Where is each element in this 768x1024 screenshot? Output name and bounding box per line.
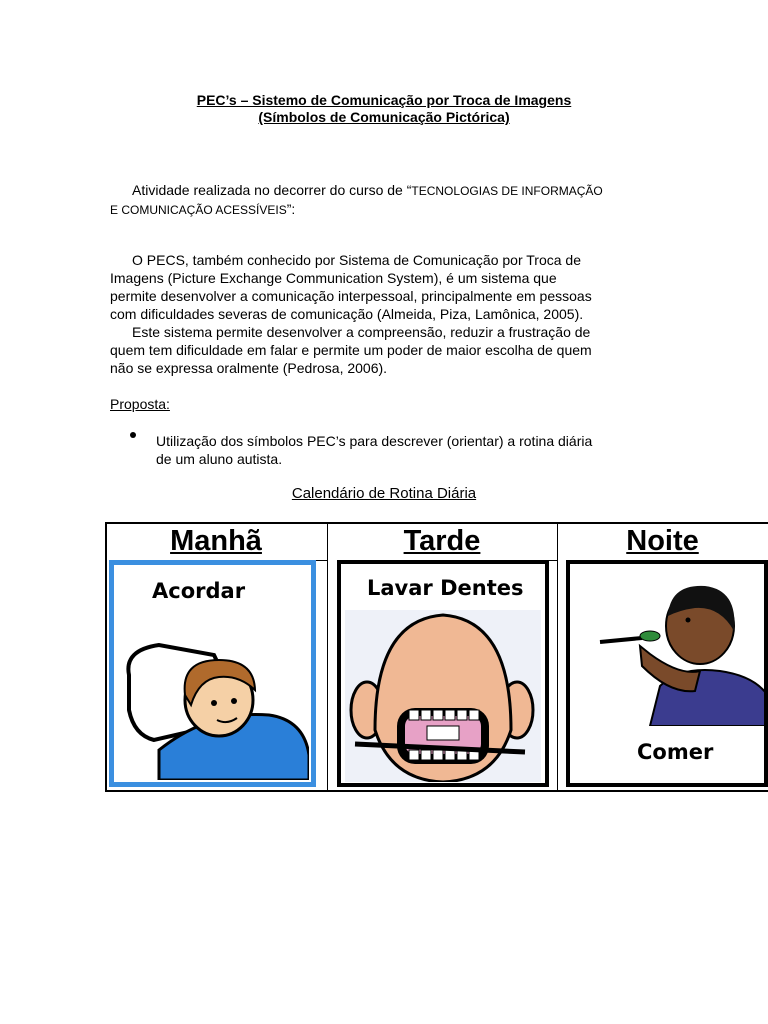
para2-line: Este sistema permite desenvolver a compreensão, reduzir a frustração de (132, 324, 591, 340)
para1-line: Imagens (Picture Exchange Communication System), é um sistema que (110, 270, 557, 286)
para2-line: quem tem dificuldade em falar e permite um poder de maior escolha de quem (110, 342, 592, 358)
person-eating-icon (570, 576, 768, 726)
card-label: Acordar (152, 579, 246, 603)
table-divider (557, 522, 558, 792)
intro-paragraph (110, 181, 655, 219)
table-border-left (105, 522, 107, 792)
card-acordar (109, 560, 316, 787)
para2-line: não se expressa oralmente (Pedrosa, 2006). (110, 360, 388, 376)
para1-line: com dificuldades severas de comunicação (Almeida, Piza, Lamônica, 2005). (110, 306, 584, 322)
waking-up-in-bed-icon (119, 615, 309, 780)
column-header-manha: Manhã (170, 525, 262, 557)
document-title: PEC’s – Sistemo de Comunicação por Troca de Imagens (196, 92, 572, 108)
brushing-teeth-icon (345, 610, 541, 782)
column-header-tarde: Tarde (403, 525, 481, 557)
document-subtitle: (Símbolos de Comunicação Pictórica) (258, 109, 510, 125)
table-border-bottom (105, 790, 768, 792)
proposta-heading: Proposta: (110, 396, 170, 412)
bullet-line: Utilização dos símbolos PEC’s para descrever (orientar) a rotina diária (156, 433, 593, 449)
intro-text: Atividade realizada no decorrer do curso de “ (132, 182, 412, 198)
calendar-caption: Calendário de Rotina Diária (291, 485, 477, 502)
card-label: Comer (637, 740, 714, 764)
card-label: Lavar Dentes (367, 576, 524, 600)
para1-line: permite desenvolver a comunicação interpessoal, principalmente em pessoas (110, 288, 592, 304)
bullet-item (156, 432, 676, 468)
bullet-line: de um aluno autista. (156, 451, 283, 467)
table-divider (327, 522, 328, 792)
bullet-icon (130, 432, 136, 438)
intro-end: ”: (286, 201, 296, 217)
intro-caps-2: E COMUNICAÇÃO ACESSÍVEIS (110, 203, 287, 217)
card-comer (566, 560, 768, 787)
calendar-table (105, 522, 768, 792)
column-header-noite: Noite (626, 525, 699, 557)
card-lavar-dentes (337, 560, 549, 787)
intro-caps-1: TECNOLOGIAS DE INFORMAÇÃO (411, 184, 603, 198)
pecs-paragraph (110, 251, 655, 377)
para1-line: O PECS, também conhecido por Sistema de Comunicação por Troca de (132, 252, 581, 268)
